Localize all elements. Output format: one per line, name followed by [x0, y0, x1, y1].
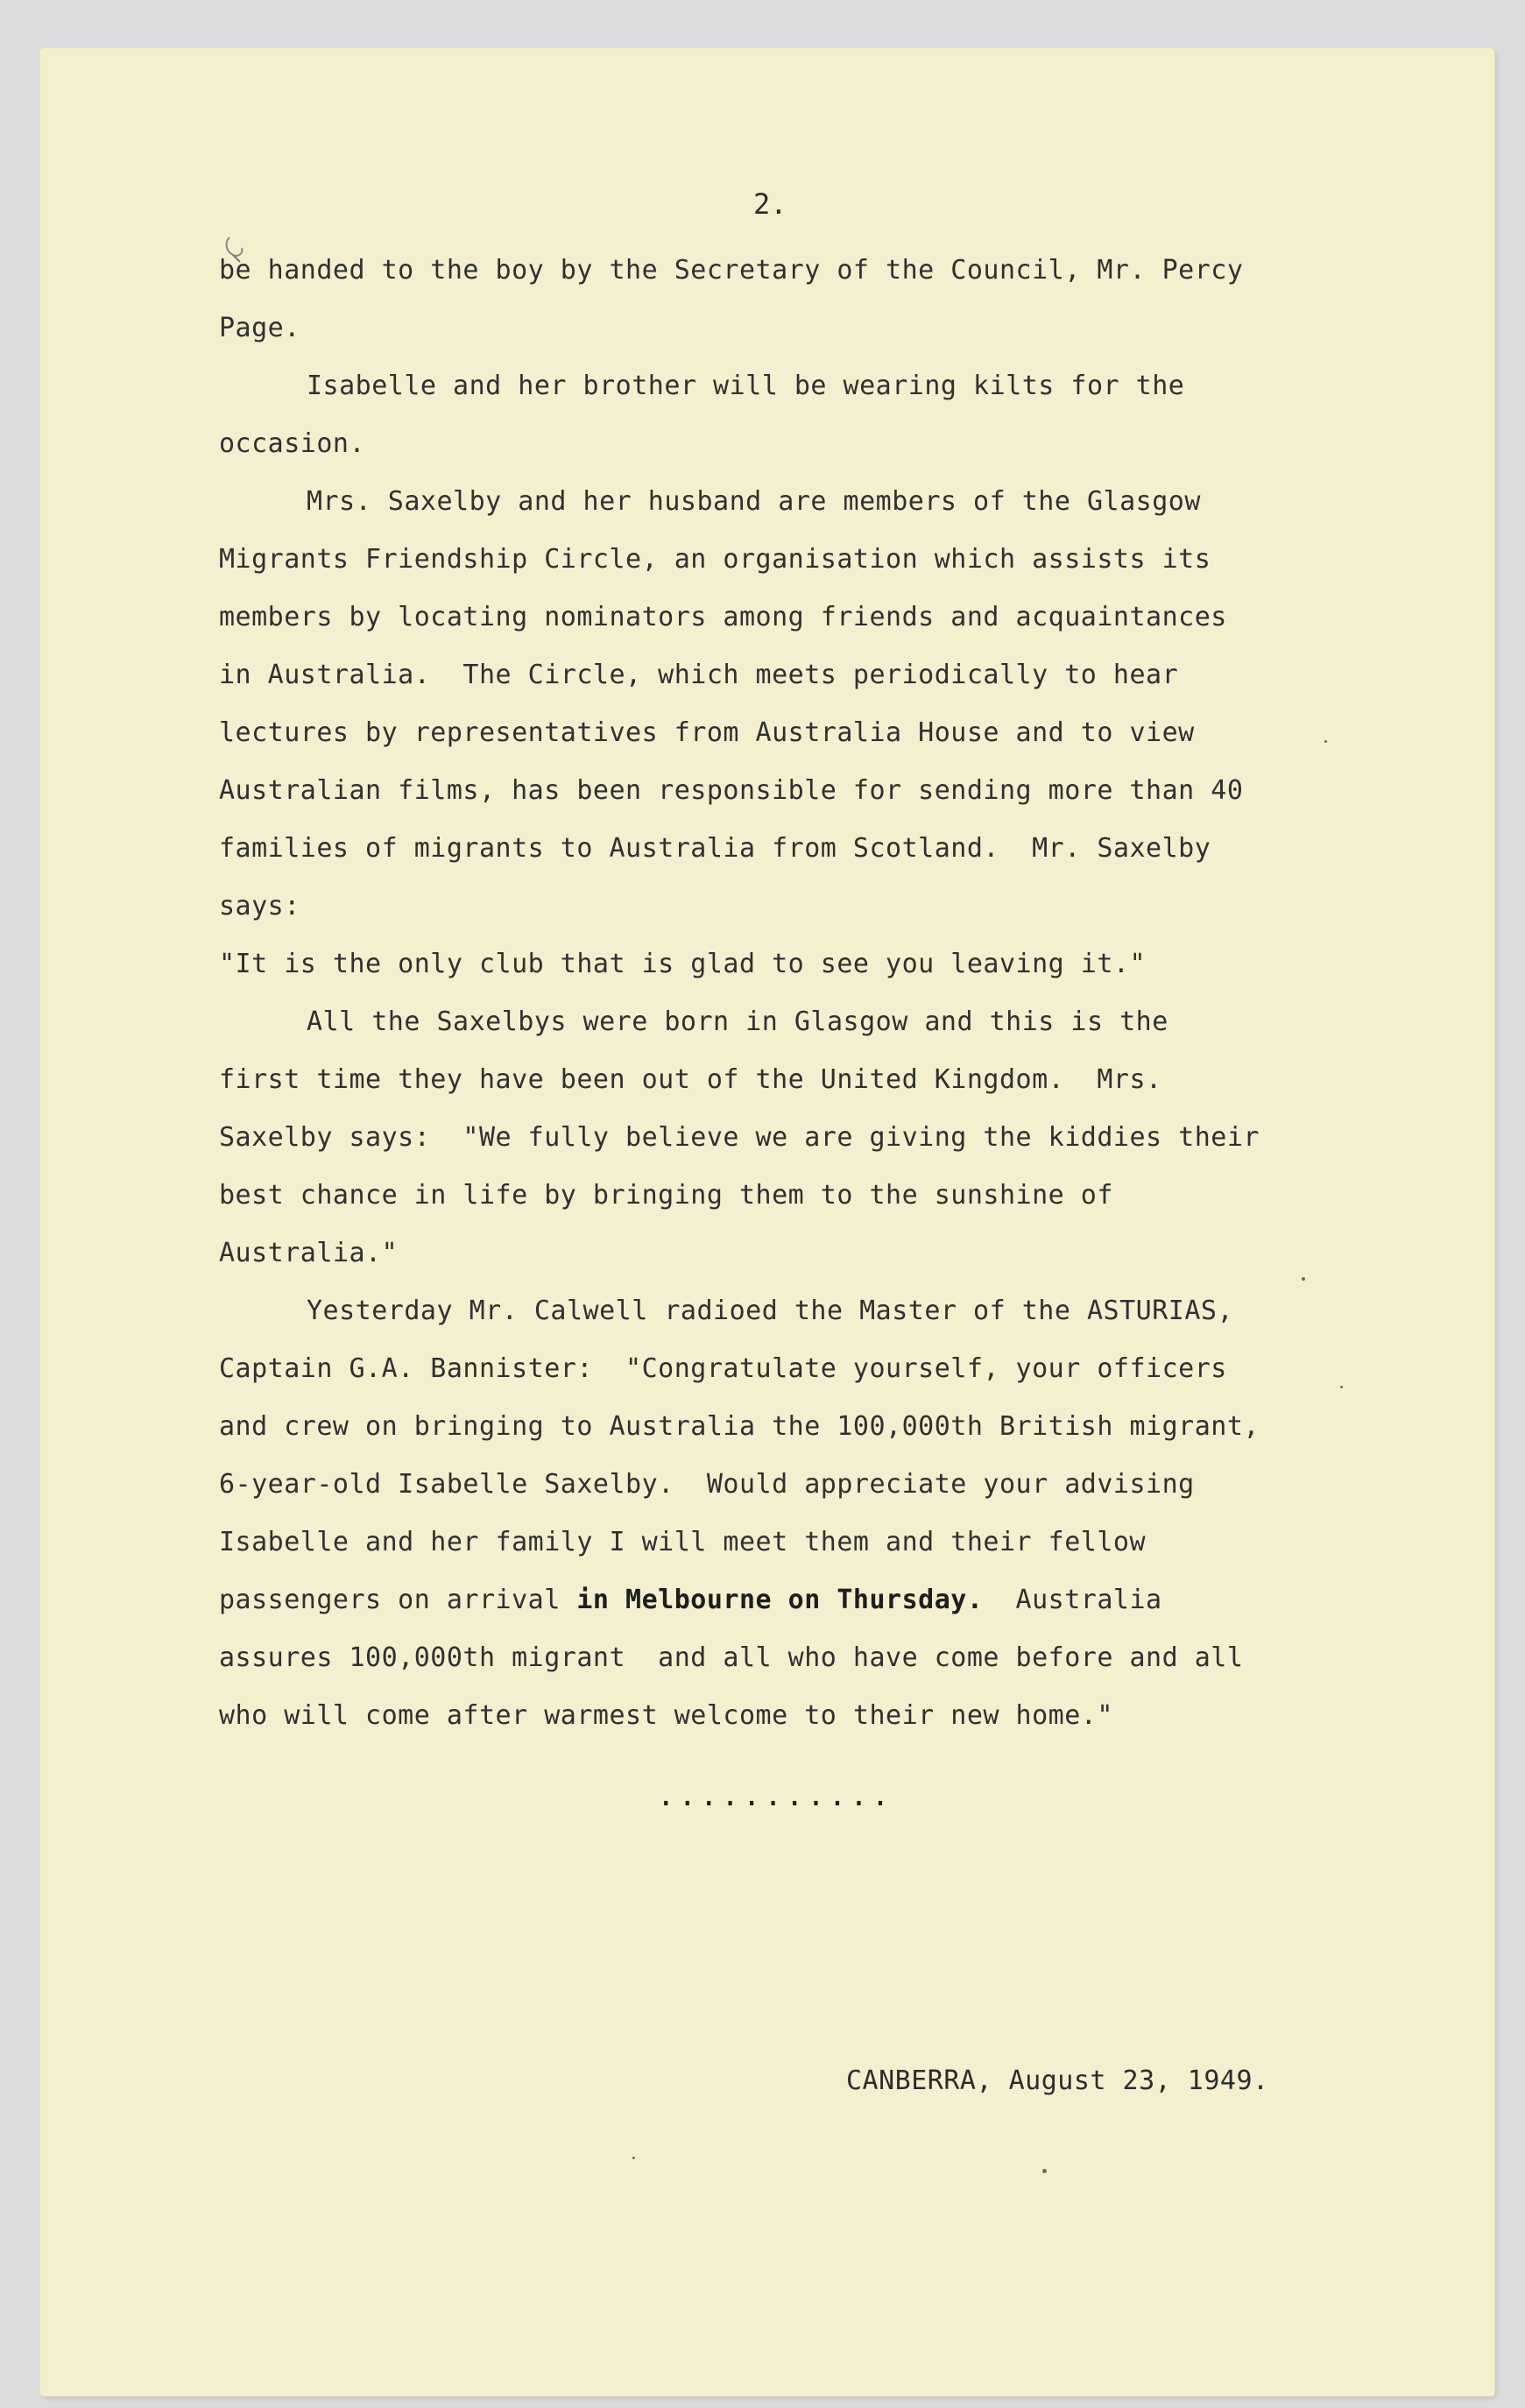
paragraph-2	[219, 357, 1358, 473]
text-line: Mrs. Saxelby and her husband are members of the Glasgow	[307, 486, 1201, 517]
dateline: CANBERRA, August 23, 1949.	[846, 2066, 1269, 2096]
text-line: Australia."	[219, 1238, 399, 1268]
text-line: Isabelle and her brother will be wearing kilts for the	[307, 371, 1185, 401]
paper-speck	[632, 2157, 635, 2159]
text-line: who will come after warmest welcome to their new home."	[219, 1700, 1113, 1731]
paragraph-1	[219, 242, 1358, 357]
text-line: "It is the only club that is glad to see you leaving it."	[219, 949, 1147, 979]
text-line: Isabelle and her family I will meet them and their fellow	[219, 1527, 1147, 1557]
text-line: first time they have been out of the United Kingdom. Mrs.	[219, 1064, 1162, 1095]
text-segment: passengers on arrival	[219, 1585, 577, 1615]
text-line: occasion.	[219, 428, 366, 459]
text-line: families of migrants to Australia from Scotland. Mr. Saxelby	[219, 833, 1211, 864]
paragraph-6-telegram	[219, 1282, 1358, 1745]
letter-body	[219, 242, 1358, 1745]
page-number: 2.	[753, 187, 787, 221]
paragraph-4-quote	[219, 936, 1358, 993]
text-line: Australian films, has been responsible for sending more than 40	[219, 775, 1244, 806]
text-line: Saxelby says: "We fully believe we are giving the kiddies their	[219, 1122, 1260, 1153]
text-line: says:	[219, 891, 300, 922]
text-line: lectures by representatives from Australia House and to view	[219, 717, 1195, 748]
text-line: Captain G.A. Bannister: "Congratulate yourself, your officers	[219, 1353, 1227, 1384]
paper-speck	[1042, 2169, 1047, 2173]
text-line: Migrants Friendship Circle, an organisation which assists its	[219, 544, 1211, 575]
paper-speck	[1302, 1277, 1305, 1281]
text-segment: Australia	[983, 1585, 1162, 1615]
text-line: Yesterday Mr. Calwell radioed the Master of the ASTURIAS,	[307, 1296, 1234, 1326]
text-line: assures 100,000th migrant and all who have come before and all	[219, 1642, 1244, 1673]
paragraph-3	[219, 473, 1358, 936]
text-line: be handed to the boy by the Secretary of the Council, Mr. Percy	[219, 255, 1244, 286]
text-line: Page.	[219, 313, 300, 343]
text-line: members by locating nominators among friends and acquaintances	[219, 602, 1227, 632]
text-line: All the Saxelbys were born in Glasgow and this is the	[307, 1006, 1168, 1037]
emphasized-text: in Melbourne on Thursday.	[576, 1585, 984, 1615]
text-line: best chance in life by bringing them to the sunshine of	[219, 1180, 1113, 1211]
text-line: and crew on bringing to Australia the 100,000th British migrant,	[219, 1411, 1260, 1442]
text-line: 6-year-old Isabelle Saxelby. Would appreciate your advising	[219, 1469, 1195, 1500]
paper-speck	[1340, 1386, 1343, 1388]
paragraph-5	[219, 993, 1358, 1282]
end-separator: ...........	[657, 1778, 893, 1813]
text-line-with-emphasis	[219, 1571, 1358, 1629]
paper-speck	[1324, 740, 1327, 743]
text-line: in Australia. The Circle, which meets periodically to hear	[219, 660, 1179, 690]
